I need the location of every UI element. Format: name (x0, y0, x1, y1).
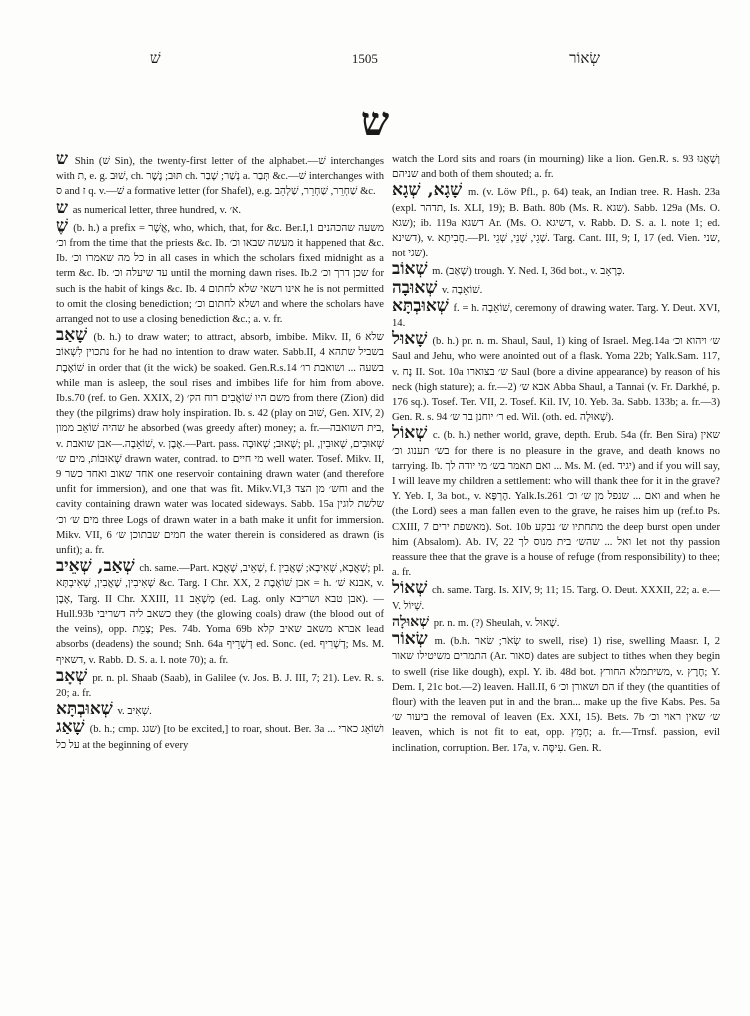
dictionary-entry (56, 717, 384, 752)
entry-headword: שָׁאַג (56, 717, 85, 738)
section-letter: ש (360, 98, 390, 145)
entry-headword: שָׁאַב (56, 325, 88, 346)
entry-definition: watch the Lord sits and roars (in mourning) like a lion. Gen.R. s. 93 וְשָׁאֲגוּ שניהם and both of them shouted; a. fr. (392, 154, 720, 181)
entry-headword: שְׂאוֹר (392, 629, 428, 650)
entry-definition: m. (שָׁאַב) trough. Y. Ned. I, 36d bot., v. כְּרָאָב. (432, 266, 625, 278)
dictionary-entry (56, 215, 384, 327)
page-header (150, 48, 600, 70)
entry-headword: ש (56, 197, 69, 218)
entry-definition: v. שׁוֹאֵבָה. (441, 284, 483, 296)
entry-definition: as numerical letter, three hundred, v. א׳. (72, 204, 242, 216)
page-number: 1505 (351, 51, 378, 66)
dictionary-entry (56, 325, 384, 558)
entry-definition: (b. h.; cmp. שגג) [to be excited,] to roar, shout. Ber. 3a ושׁוֹאֵג כארי ... על כל at the beginning of every (56, 724, 384, 751)
dictionary-entry (392, 152, 720, 182)
entry-headword: שְׁאוּבְתָּא (56, 699, 113, 720)
entry-definition: Shin (שׁ Sin), the twenty-first letter of the alphabet.—שׁ interchanges with ת, e. g. שׁוּב, ch. תּוּב; נֶשֶׁר ch. נְשַׁר; שָׁבַר a. תְּבַר &c.—שׁ interchanges with ס and ז q. v.—שׁ a formative letter (for Shafel), e.g. שַׁחְרֵר, שַׁחְרֵר, שַׁלְהֵב &c. (56, 156, 384, 198)
right-column (392, 152, 720, 1004)
entry-headword: שְׁאָב (56, 665, 88, 686)
dictionary-entry (392, 629, 720, 756)
entry-headword: שֶׁ (56, 215, 69, 236)
header-left-guide-word: שׁ (150, 50, 161, 67)
entry-definition: pr. n. pl. Shaab (Saab), in Galilee (v. Jos. B. J. III, 7; 21). Lev. R. s. 20; a. fr. (56, 672, 384, 699)
dictionary-entry (56, 556, 384, 667)
dictionary-entry (56, 197, 384, 218)
dictionary-entry (392, 578, 720, 613)
entry-definition: ch. same. Targ. Is. XIV, 9; 11; 15. Targ. O. Deut. XXXII, 22; a. e.—V. שְׁיוֹל. (392, 585, 720, 612)
entry-definition: m. (b.h. שְׂאֹר; שׂאר to swell, rise) 1) rise, swelling Maasr. I, 2 התמרים משיטילו שאור (Ar. סאור) dates are subject to tithes when they begin to swell (rise like dough), expl. Y. ib. 48d bot. משיתמלא החורץ, v. חֶרֶץ; Y. Dem. I, 21c bot.—2) leaven. Hall.II, 6 הם ושאורן וכ׳ if they (the quantities of flour) with the leaven put in and the bran... make up the five Kabs. Pes. 5a ביעור ש׳ the removal of leaven (Ex. XXI, 15). Bets. 7b ש׳ שאין ראוי וכ׳ leaven, which is not fit to eat, opp. חָמֵץ; a. fr.—Trnsf. passion, evil inclination, corruption. Ber. 17a, v. עִיסָּה. Gen. R. (392, 636, 720, 754)
dictionary-entry (56, 699, 384, 720)
dictionary-entry (392, 615, 720, 631)
entry-definition: v. שְׁאִיב. (117, 706, 152, 718)
dictionary-entry (392, 259, 720, 280)
dictionary-entry (56, 152, 384, 200)
entry-headword: שְׁאוֹב (392, 259, 428, 280)
entry-headword: שְׁאוֹל (392, 578, 428, 599)
entry-definition: (b. h.) a prefix = אֲשֶׁר, who, which, that, for &c. Ber.I,1 משעה שהכהנים וכ׳ from the time that the priests &c. Ib. מעשה שבאו וכ׳ it happened that &c. Ib. כל מה שאמרו וכ׳ in all cases in which the scholars fixed midnight as a term &c. Ib. עד שיעלה וכ׳ until the morning dawn rises. Ib.2 שכן דרך וכ׳ for such is the habit of kings &c. Ib. 4 אינו רשאי שלא לחתום he is not permitted to omit the closing benediction; ושלא לחתום וכ׳ and where the scholars have arranged not to use a closing benediction &c.; a. v. fr. (56, 222, 384, 326)
header-right-guide-word: שְׂאוֹר (569, 50, 600, 67)
entry-definition: pr. n. m. (?) Sheulah, v. שָׁאוּל. (433, 617, 560, 629)
entry-definition: m. (v. Löw Pfl., p. 64) teak, an Indian tree. R. Hash. 23a (expl. תדהר, Is. XLI, 19); B. Bath. 80b (Ms. R. שגא). Sabb. 129a (Ms. O. שגא); ib. 119a דשגא Ar. (Ms. O. דשיגא, v. Rabb. D. S. a. l. note 1; ed. דשינא), v. חֲבִיתָא.—Pl. שָׁגֵי, שָׁנֵי, שְׁגֵי. Targ. Cant. III, 9; I, 17 (ed. Vien. שני, not שגי). (392, 187, 720, 260)
entry-headword: ש (56, 152, 69, 169)
dictionary-entry (56, 665, 384, 701)
entry-headword: שְׁאוּלָה (392, 613, 430, 630)
entry-definition: f. = h. שׁוֹאֵבָה, ceremony of drawing water. Targ. Y. Deut. XVI, 14. (392, 302, 720, 330)
entry-headword: שְׁאַב, שְׁאֵיב (56, 556, 135, 577)
entry-definition: (b. h.) to draw water; to attract, absorb, imbibe. Mikv. II, 6 שלא נתכוין לִשְׁאוֹב for he had no intention to draw water. Sabb.II, 4 בשביל שתהא שׁוֹאֶבֶת in order that (it the wick) be soaked. Gen.R.s.14 בשעה ... ושואבת רו׳ while man is asleep, the soul rises and imbibes life for him from above. Ib.s.70 (ref. to Gen. XXIX, 2) משם היו שׁוֹאֲבִים רוח הק׳ from there (Zion) did they (the pilgrims) draw holy inspiration. Ib. s. 42 (play on שׁוּב, Gen. XIV, 2) שהיה שׁוֹאֵב ממון he absorbed (was greedy after) money; a. fr.—בית השואבה, v. שׁוֹאֵבָה.—אבן שואבת, v. אֶבֶן.—Part. pass. שָׁאוּב; שְׁאוּבָה; pl. שְׁאוּבִים, שְׁאוּבִין, שְׁאוּבוֹת, מים ש׳ drawn water, contrad. to מי חיים well water. Tosef. Mikv. II, 9 אחד שאוב ואחד כשר one reservoir containing drawn water (and therefore unfit for immersion), and one that was fit. Mikv.VI,3 וחש׳ מן הצד and the cavity containing drawn water was located sideways. Sabb. 15a שלשת לוגין מים ש׳ וכ׳ three Logs of drawn water in a bath make it unfit for immersion. Mikv. VII, 6 חמים שבתוכן ש׳ the water therein is considered as drawn (is unfit); a. fr. (56, 332, 384, 557)
entry-definition: ch. same.—Part. שָׁאֵיב, שָׁאֲבָא, f. שָׁאֲבָא, שְׁאִיבָא; שָׁאֲבִין; pl. שְׁאִיבִין, שָׁאֲבִין, שְׁאִיבְתָּא &c. Targ. I Chr. XX, 2 אבן שׁוֹאֶבֶת = h. אבנא שׁ׳, v. אֶבֶן, Targ. II Chr. XXIII, 11 מְשָׁאֵב (ed. Lag. only אבן טבא ושריבא). —Hull.93b כשאב ליה דשריבי they (the glowing coals) draw (the blood out of the veins), opp. צָמֵת; Pes. 74b. Yoma 69b אברא משאב שאיב קלא lead absorbs (deadens) the sound; Snh. 64a דְשָׁרֵיף ed. Sonc. (ed. דְשָׁרִיף; Ms. M. דשאיף, v. Rabb. D. S. a. l. note 70); a. fr. (56, 563, 384, 666)
entry-definition: c. (b. h.) nether world, grave, depth. Erub. 54a (fr. Ben Sira) שאין בש׳ תענוג וכ׳ for there is no pleasure in the grave, and death knows no tarrying. Ib. ואם תאמר בש׳ מי יודה לך ... Ms. M. (ed. יגיד) and if you will say, I will leave my children a settlement: who will thank thee for it in the grave? Y. Yeb. I, 3a bot., v. הֶרְפָּא. Yalk.Is.261 ואם ... שנפל מן ש׳ וכ׳ and when he (the Lord) sees a man fallen even to the grave, he raises him up (ref.to Ps. CXIII, 7 מאשפת ירים). Sot. 10b מתחתיו ש׳ נבקע the deep burst open under him (Absalom). Ab. IV, 22 ואל ... שהש׳ בית מנוס לך let not thy passion reassure thee that the grave is a house of refuge (from responsibility) to thee; a. fr. (392, 430, 720, 579)
dictionary-entry (392, 329, 720, 425)
entry-headword: שָׁגָא, שְׁגָא (392, 180, 463, 201)
dictionary-entry (392, 180, 720, 261)
left-column (56, 152, 384, 1004)
entry-headword: שְׁאוּבְתָּא (392, 295, 449, 316)
dictionary-entry (392, 295, 720, 331)
entry-headword: שָׁאוּל (392, 329, 428, 350)
entry-definition: (b. h.) pr. n. m. Shaul, Saul, 1) king of Israel. Meg.14a ש׳ ויהוא וכ׳ Saul and Jehu, who were anointed out of a flask. Yoma 22b; Yalk.Sam. 117, v. נָח II. Sot. 10a ש׳ בצוארו Saul (bore a divine appearance) by reason of his neck (high stature); a. fr.—2) אבא ש׳ Abba Shaul, a Tannai (v. Fr. Darkhé, p. 176 sq.). Tosef. Ter. VII, 2. Tosef. Kil. IV, 10. Yeb. 3a. Sabb. 133b; a. fr.—3) Gen. R. s. 94 ר׳ יוחנן בר ש׳ ed. Wil. (oth. ed. שְׁאוּלָה). (392, 336, 720, 424)
entry-headword: שְׁאוֹל (392, 423, 428, 444)
dictionary-entry (392, 423, 720, 580)
entry-headword: שְׁאוּבָה (392, 277, 438, 298)
